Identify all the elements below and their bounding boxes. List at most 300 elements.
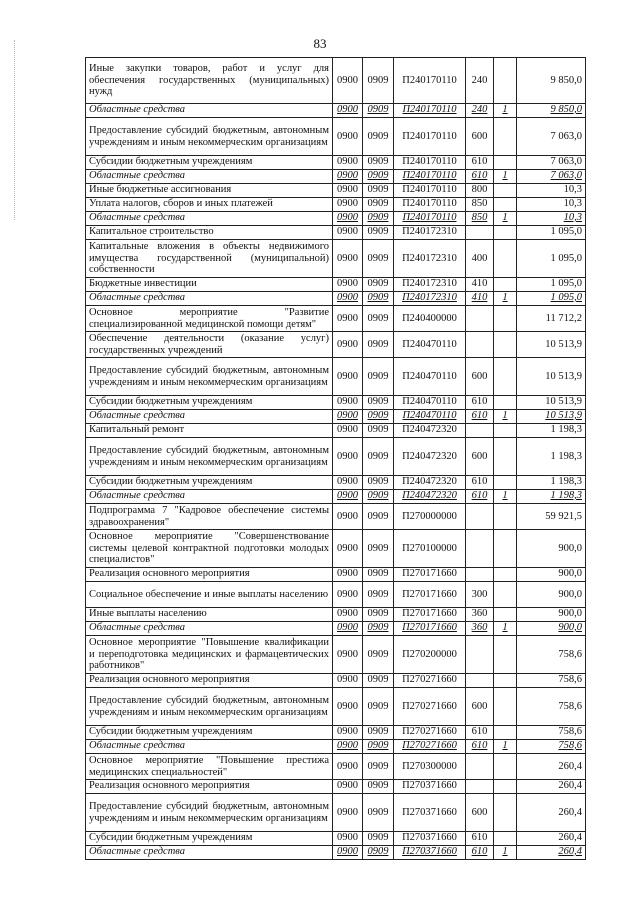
ministry-code-cell: 0900 — [333, 156, 363, 170]
target-code-cell: П240170110 — [394, 170, 466, 184]
target-code-cell: П270171660 — [394, 582, 466, 608]
target-code-cell: П240170110 — [394, 104, 466, 118]
ministry-code-cell: 0900 — [333, 184, 363, 198]
ministry-code-cell: 0900 — [333, 832, 363, 846]
section-code-cell: 0909 — [363, 226, 394, 240]
source-code-cell — [494, 240, 517, 278]
ministry-code-cell: 0900 — [333, 688, 363, 726]
row-name-cell: Подпрограмма 7 "Кадровое обеспечение системы здравоохранения" — [86, 504, 333, 530]
table-row — [86, 278, 586, 292]
source-code-cell: 1 — [494, 104, 517, 118]
section-code-cell: 0909 — [363, 726, 394, 740]
source-code-cell — [494, 674, 517, 688]
expense-type-cell — [466, 754, 494, 780]
amount-cell: 10 513,9 — [517, 358, 586, 396]
row-name-cell: Предоставление субсидий бюджетным, автономным учреждениям и иным некоммерческим организациям — [86, 688, 333, 726]
amount-cell: 11 712,2 — [517, 306, 586, 332]
row-name-cell: Основное мероприятие "Совершенствование системы целевой контрактной подготовки молодых специалистов" — [86, 530, 333, 568]
row-name-cell: Предоставление субсидий бюджетным, автономным учреждениям и иным некоммерческим организациям — [86, 118, 333, 156]
table-row — [86, 780, 586, 794]
table-row — [86, 846, 586, 860]
ministry-code-cell: 0900 — [333, 396, 363, 410]
amount-cell: 900,0 — [517, 622, 586, 636]
expense-type-cell: 410 — [466, 292, 494, 306]
target-code-cell: П270371660 — [394, 846, 466, 860]
row-name-cell: Субсидии бюджетным учреждениям — [86, 476, 333, 490]
row-name-cell: Субсидии бюджетным учреждениям — [86, 156, 333, 170]
expense-type-cell — [466, 530, 494, 568]
expense-type-cell: 610 — [466, 726, 494, 740]
amount-cell: 1 198,3 — [517, 490, 586, 504]
table-row — [86, 170, 586, 184]
ministry-code-cell: 0900 — [333, 358, 363, 396]
source-code-cell: 1 — [494, 846, 517, 860]
amount-cell: 1 095,0 — [517, 226, 586, 240]
ministry-code-cell: 0900 — [333, 674, 363, 688]
target-code-cell: П240470110 — [394, 396, 466, 410]
section-code-cell: 0909 — [363, 846, 394, 860]
target-code-cell: П240170110 — [394, 58, 466, 104]
expense-type-cell: 850 — [466, 212, 494, 226]
ministry-code-cell: 0900 — [333, 636, 363, 674]
table-row — [86, 212, 586, 226]
table-row — [86, 306, 586, 332]
section-code-cell: 0909 — [363, 608, 394, 622]
amount-cell: 1 198,3 — [517, 476, 586, 490]
target-code-cell: П270171660 — [394, 608, 466, 622]
source-code-cell — [494, 832, 517, 846]
section-code-cell: 0909 — [363, 794, 394, 832]
expense-type-cell: 600 — [466, 438, 494, 476]
source-code-cell — [494, 608, 517, 622]
ministry-code-cell: 0900 — [333, 170, 363, 184]
row-name-cell: Иные закупки товаров, работ и услуг для обеспечения государственных (муниципальных) нужд — [86, 58, 333, 104]
expense-type-cell: 400 — [466, 240, 494, 278]
row-name-cell: Иные выплаты населению — [86, 608, 333, 622]
amount-cell: 59 921,5 — [517, 504, 586, 530]
ministry-code-cell: 0900 — [333, 212, 363, 226]
target-code-cell: П270371660 — [394, 780, 466, 794]
row-name-cell: Обеспечение деятельности (оказание услуг) государственных учреждений — [86, 332, 333, 358]
target-code-cell: П240472320 — [394, 438, 466, 476]
target-code-cell: П240472320 — [394, 476, 466, 490]
expense-type-cell — [466, 424, 494, 438]
table-body — [86, 58, 586, 860]
amount-cell: 1 095,0 — [517, 278, 586, 292]
expense-type-cell: 610 — [466, 170, 494, 184]
amount-cell: 758,6 — [517, 674, 586, 688]
row-name-cell: Субсидии бюджетным учреждениям — [86, 396, 333, 410]
expense-type-cell: 600 — [466, 794, 494, 832]
expense-type-cell: 300 — [466, 582, 494, 608]
row-name-cell: Бюджетные инвестиции — [86, 278, 333, 292]
target-code-cell: П270200000 — [394, 636, 466, 674]
ministry-code-cell: 0900 — [333, 846, 363, 860]
amount-cell: 10,3 — [517, 198, 586, 212]
target-code-cell: П240470110 — [394, 358, 466, 396]
table-row — [86, 476, 586, 490]
target-code-cell: П270300000 — [394, 754, 466, 780]
amount-cell: 1 095,0 — [517, 292, 586, 306]
table-row — [86, 332, 586, 358]
row-name-cell: Областные средства — [86, 410, 333, 424]
table-row — [86, 198, 586, 212]
amount-cell: 900,0 — [517, 582, 586, 608]
section-code-cell: 0909 — [363, 530, 394, 568]
amount-cell: 900,0 — [517, 530, 586, 568]
amount-cell: 758,6 — [517, 636, 586, 674]
amount-cell: 10 513,9 — [517, 396, 586, 410]
ministry-code-cell: 0900 — [333, 198, 363, 212]
section-code-cell: 0909 — [363, 490, 394, 504]
expense-type-cell: 610 — [466, 476, 494, 490]
expense-type-cell: 600 — [466, 688, 494, 726]
amount-cell: 9 850,0 — [517, 58, 586, 104]
target-code-cell: П270171660 — [394, 568, 466, 582]
table-row — [86, 832, 586, 846]
section-code-cell: 0909 — [363, 198, 394, 212]
row-name-cell: Предоставление субсидий бюджетным, автономным учреждениям и иным некоммерческим организациям — [86, 438, 333, 476]
expense-type-cell: 850 — [466, 198, 494, 212]
ministry-code-cell: 0900 — [333, 332, 363, 358]
table-row — [86, 754, 586, 780]
target-code-cell: П270000000 — [394, 504, 466, 530]
row-name-cell: Основное мероприятие "Повышение квалификации и переподготовка медицинских и фармацевтических работников" — [86, 636, 333, 674]
expense-type-cell — [466, 504, 494, 530]
ministry-code-cell: 0900 — [333, 530, 363, 568]
source-code-cell — [494, 476, 517, 490]
source-code-cell — [494, 424, 517, 438]
table-row — [86, 292, 586, 306]
table-row — [86, 226, 586, 240]
row-name-cell: Областные средства — [86, 170, 333, 184]
ministry-code-cell: 0900 — [333, 608, 363, 622]
table-row — [86, 726, 586, 740]
row-name-cell: Областные средства — [86, 104, 333, 118]
section-code-cell: 0909 — [363, 212, 394, 226]
target-code-cell: П240400000 — [394, 306, 466, 332]
target-code-cell: П240172310 — [394, 240, 466, 278]
ministry-code-cell: 0900 — [333, 118, 363, 156]
section-code-cell: 0909 — [363, 156, 394, 170]
section-code-cell: 0909 — [363, 332, 394, 358]
row-name-cell: Областные средства — [86, 212, 333, 226]
table-row — [86, 104, 586, 118]
amount-cell: 260,4 — [517, 780, 586, 794]
amount-cell: 260,4 — [517, 832, 586, 846]
ministry-code-cell: 0900 — [333, 740, 363, 754]
section-code-cell: 0909 — [363, 674, 394, 688]
amount-cell: 7 063,0 — [517, 118, 586, 156]
source-code-cell — [494, 332, 517, 358]
target-code-cell: П240172310 — [394, 292, 466, 306]
source-code-cell: 1 — [494, 490, 517, 504]
source-code-cell: 1 — [494, 170, 517, 184]
expense-type-cell — [466, 226, 494, 240]
source-code-cell — [494, 754, 517, 780]
ministry-code-cell: 0900 — [333, 240, 363, 278]
target-code-cell: П270100000 — [394, 530, 466, 568]
expense-type-cell — [466, 636, 494, 674]
row-name-cell: Реализация основного мероприятия — [86, 674, 333, 688]
table-row — [86, 184, 586, 198]
target-code-cell: П240172310 — [394, 226, 466, 240]
source-code-cell — [494, 688, 517, 726]
source-code-cell: 1 — [494, 212, 517, 226]
source-code-cell — [494, 530, 517, 568]
amount-cell: 10 513,9 — [517, 410, 586, 424]
source-code-cell — [494, 726, 517, 740]
ministry-code-cell: 0900 — [333, 278, 363, 292]
amount-cell: 260,4 — [517, 846, 586, 860]
source-code-cell — [494, 582, 517, 608]
amount-cell: 1 095,0 — [517, 240, 586, 278]
section-code-cell: 0909 — [363, 476, 394, 490]
target-code-cell: П270271660 — [394, 740, 466, 754]
section-code-cell: 0909 — [363, 622, 394, 636]
amount-cell: 758,6 — [517, 726, 586, 740]
expense-type-cell: 610 — [466, 396, 494, 410]
ministry-code-cell: 0900 — [333, 754, 363, 780]
table-row — [86, 410, 586, 424]
amount-cell: 1 198,3 — [517, 438, 586, 476]
section-code-cell: 0909 — [363, 832, 394, 846]
target-code-cell: П240170110 — [394, 212, 466, 226]
source-code-cell: 1 — [494, 622, 517, 636]
row-name-cell: Областные средства — [86, 846, 333, 860]
expense-type-cell: 360 — [466, 622, 494, 636]
row-name-cell: Реализация основного мероприятия — [86, 568, 333, 582]
target-code-cell: П240172310 — [394, 278, 466, 292]
section-code-cell: 0909 — [363, 184, 394, 198]
expense-type-cell: 600 — [466, 358, 494, 396]
source-code-cell — [494, 198, 517, 212]
source-code-cell — [494, 568, 517, 582]
row-name-cell: Капитальное строительство — [86, 226, 333, 240]
ministry-code-cell: 0900 — [333, 476, 363, 490]
ministry-code-cell: 0900 — [333, 424, 363, 438]
source-code-cell: 1 — [494, 410, 517, 424]
target-code-cell: П240170110 — [394, 198, 466, 212]
section-code-cell: 0909 — [363, 424, 394, 438]
table-row — [86, 568, 586, 582]
amount-cell: 900,0 — [517, 608, 586, 622]
table-row — [86, 358, 586, 396]
target-code-cell: П240470110 — [394, 332, 466, 358]
expense-type-cell: 360 — [466, 608, 494, 622]
section-code-cell: 0909 — [363, 104, 394, 118]
source-code-cell — [494, 396, 517, 410]
row-name-cell: Областные средства — [86, 490, 333, 504]
source-code-cell — [494, 118, 517, 156]
table-row — [86, 674, 586, 688]
expense-type-cell: 610 — [466, 832, 494, 846]
target-code-cell: П240170110 — [394, 184, 466, 198]
section-code-cell: 0909 — [363, 410, 394, 424]
budget-table — [85, 57, 586, 860]
ministry-code-cell: 0900 — [333, 780, 363, 794]
source-code-cell — [494, 504, 517, 530]
row-name-cell: Предоставление субсидий бюджетным, автономным учреждениям и иным некоммерческим организациям — [86, 358, 333, 396]
section-code-cell: 0909 — [363, 688, 394, 726]
table-row — [86, 156, 586, 170]
source-code-cell — [494, 156, 517, 170]
source-code-cell — [494, 184, 517, 198]
amount-cell: 7 063,0 — [517, 156, 586, 170]
ministry-code-cell: 0900 — [333, 504, 363, 530]
source-code-cell — [494, 58, 517, 104]
amount-cell: 260,4 — [517, 794, 586, 832]
amount-cell: 10,3 — [517, 212, 586, 226]
target-code-cell: П240470110 — [394, 410, 466, 424]
amount-cell: 9 850,0 — [517, 104, 586, 118]
expense-type-cell: 240 — [466, 104, 494, 118]
scan-edge-marks — [14, 40, 16, 220]
ministry-code-cell: 0900 — [333, 410, 363, 424]
table-row — [86, 636, 586, 674]
ministry-code-cell: 0900 — [333, 622, 363, 636]
ministry-code-cell: 0900 — [333, 226, 363, 240]
row-name-cell: Субсидии бюджетным учреждениям — [86, 832, 333, 846]
row-name-cell: Социальное обеспечение и иные выплаты населению — [86, 582, 333, 608]
ministry-code-cell: 0900 — [333, 568, 363, 582]
target-code-cell: П270271660 — [394, 688, 466, 726]
section-code-cell: 0909 — [363, 358, 394, 396]
ministry-code-cell: 0900 — [333, 306, 363, 332]
section-code-cell: 0909 — [363, 240, 394, 278]
section-code-cell: 0909 — [363, 292, 394, 306]
table-row — [86, 490, 586, 504]
section-code-cell: 0909 — [363, 780, 394, 794]
amount-cell: 10,3 — [517, 184, 586, 198]
target-code-cell: П270371660 — [394, 794, 466, 832]
amount-cell: 758,6 — [517, 740, 586, 754]
source-code-cell — [494, 226, 517, 240]
table-row — [86, 240, 586, 278]
row-name-cell: Капитальные вложения в объекты недвижимого имущества государственной (муниципальной) собственности — [86, 240, 333, 278]
section-code-cell: 0909 — [363, 118, 394, 156]
table-row — [86, 424, 586, 438]
expense-type-cell — [466, 780, 494, 794]
expense-type-cell: 610 — [466, 410, 494, 424]
source-code-cell — [494, 780, 517, 794]
row-name-cell: Капитальный ремонт — [86, 424, 333, 438]
row-name-cell: Предоставление субсидий бюджетным, автономным учреждениям и иным некоммерческим организациям — [86, 794, 333, 832]
section-code-cell: 0909 — [363, 504, 394, 530]
target-code-cell: П240472320 — [394, 424, 466, 438]
target-code-cell: П240170110 — [394, 156, 466, 170]
section-code-cell: 0909 — [363, 754, 394, 780]
amount-cell: 1 198,3 — [517, 424, 586, 438]
amount-cell: 10 513,9 — [517, 332, 586, 358]
amount-cell: 7 063,0 — [517, 170, 586, 184]
row-name-cell: Основное мероприятие "Повышение престижа медицинских специальностей" — [86, 754, 333, 780]
amount-cell: 900,0 — [517, 568, 586, 582]
table-row — [86, 740, 586, 754]
row-name-cell: Областные средства — [86, 740, 333, 754]
section-code-cell: 0909 — [363, 170, 394, 184]
row-name-cell: Иные бюджетные ассигнования — [86, 184, 333, 198]
section-code-cell: 0909 — [363, 278, 394, 292]
section-code-cell: 0909 — [363, 636, 394, 674]
amount-cell: 260,4 — [517, 754, 586, 780]
source-code-cell — [494, 636, 517, 674]
expense-type-cell: 410 — [466, 278, 494, 292]
table-row — [86, 582, 586, 608]
expense-type-cell: 240 — [466, 58, 494, 104]
source-code-cell — [494, 794, 517, 832]
expense-type-cell: 610 — [466, 490, 494, 504]
table-row — [86, 530, 586, 568]
source-code-cell — [494, 306, 517, 332]
target-code-cell: П270271660 — [394, 726, 466, 740]
table-row — [86, 438, 586, 476]
source-code-cell — [494, 438, 517, 476]
expense-type-cell: 610 — [466, 846, 494, 860]
table-row — [86, 608, 586, 622]
row-name-cell: Областные средства — [86, 292, 333, 306]
row-name-cell: Субсидии бюджетным учреждениям — [86, 726, 333, 740]
target-code-cell: П270271660 — [394, 674, 466, 688]
page-number: 83 — [313, 36, 327, 51]
source-code-cell: 1 — [494, 292, 517, 306]
ministry-code-cell: 0900 — [333, 438, 363, 476]
ministry-code-cell: 0900 — [333, 726, 363, 740]
target-code-cell: П240170110 — [394, 118, 466, 156]
target-code-cell: П240472320 — [394, 490, 466, 504]
table-row — [86, 688, 586, 726]
amount-cell: 758,6 — [517, 688, 586, 726]
section-code-cell: 0909 — [363, 582, 394, 608]
ministry-code-cell: 0900 — [333, 582, 363, 608]
table-row — [86, 622, 586, 636]
section-code-cell: 0909 — [363, 568, 394, 582]
table-row — [86, 504, 586, 530]
ministry-code-cell: 0900 — [333, 490, 363, 504]
target-code-cell: П270171660 — [394, 622, 466, 636]
table-row — [86, 118, 586, 156]
ministry-code-cell: 0900 — [333, 292, 363, 306]
expense-type-cell — [466, 332, 494, 358]
expense-type-cell: 600 — [466, 118, 494, 156]
expense-type-cell: 610 — [466, 156, 494, 170]
section-code-cell: 0909 — [363, 306, 394, 332]
row-name-cell: Основное мероприятие "Развитие специализированной медицинской помощи детям" — [86, 306, 333, 332]
row-name-cell: Уплата налогов, сборов и иных платежей — [86, 198, 333, 212]
section-code-cell: 0909 — [363, 740, 394, 754]
table-row — [86, 58, 586, 104]
row-name-cell: Областные средства — [86, 622, 333, 636]
source-code-cell — [494, 358, 517, 396]
section-code-cell: 0909 — [363, 438, 394, 476]
expense-type-cell — [466, 674, 494, 688]
section-code-cell: 0909 — [363, 396, 394, 410]
target-code-cell: П270371660 — [394, 832, 466, 846]
ministry-code-cell: 0900 — [333, 794, 363, 832]
row-name-cell: Реализация основного мероприятия — [86, 780, 333, 794]
table-row — [86, 396, 586, 410]
source-code-cell: 1 — [494, 740, 517, 754]
expense-type-cell: 800 — [466, 184, 494, 198]
source-code-cell — [494, 278, 517, 292]
table-row — [86, 794, 586, 832]
section-code-cell: 0909 — [363, 58, 394, 104]
expense-type-cell — [466, 568, 494, 582]
expense-type-cell — [466, 306, 494, 332]
ministry-code-cell: 0900 — [333, 58, 363, 104]
expense-type-cell: 610 — [466, 740, 494, 754]
ministry-code-cell: 0900 — [333, 104, 363, 118]
